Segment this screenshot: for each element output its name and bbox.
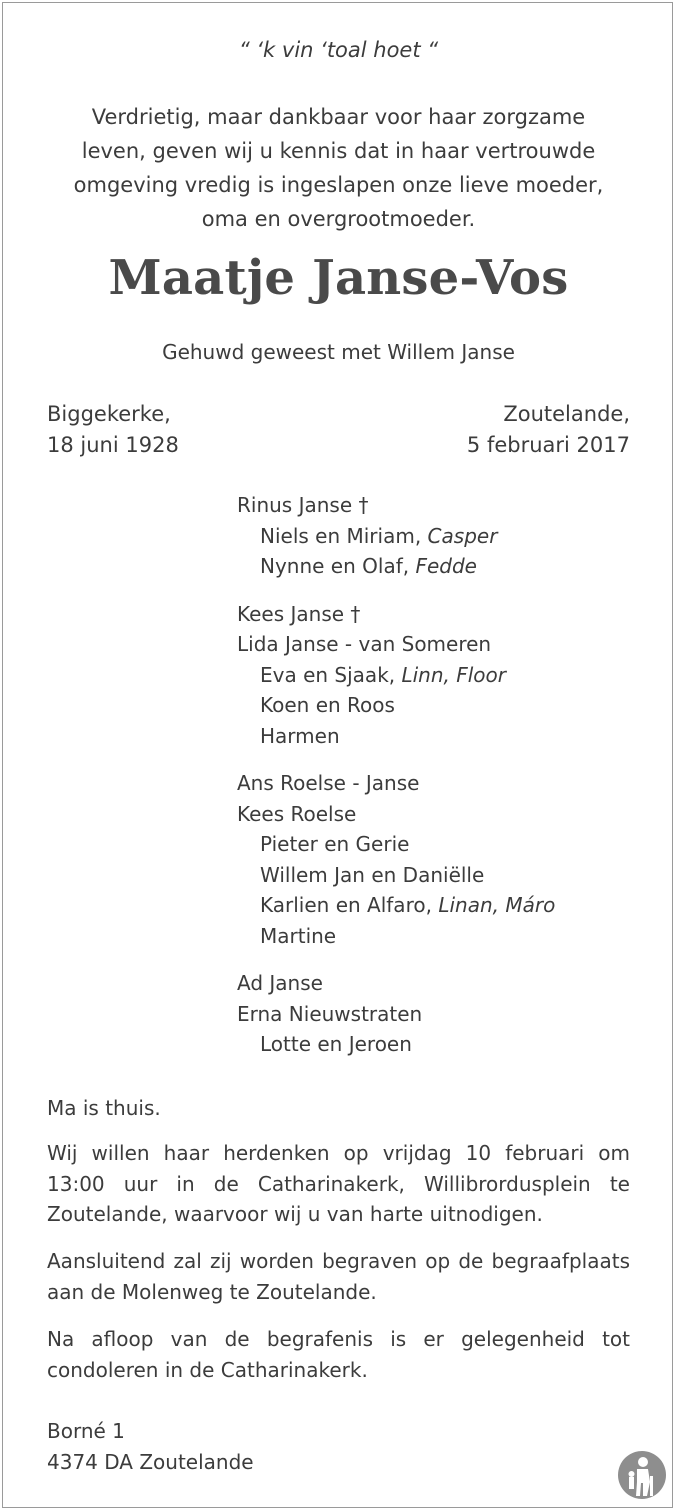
family-member: Lotte en Jeroen: [260, 1032, 412, 1056]
family-group: [237, 768, 555, 951]
family-list: [237, 490, 555, 1077]
family-member: Karlien en Alfaro, Linan, Máro: [260, 893, 556, 917]
mourning-figure-icon: [617, 1450, 667, 1500]
intro-line: oma en overgrootmoeder.: [201, 207, 476, 231]
married-to: Gehuwd geweest met Willem Janse: [162, 340, 515, 364]
intro-line: omgeving vredig is ingeslapen onze lieve moeder,: [73, 173, 604, 197]
family-member: Kees Janse †: [237, 601, 361, 626]
deceased-name: Maatje Janse-Vos: [108, 250, 569, 306]
family-member: Ans Roelse - Janse: [237, 771, 420, 795]
motto-quote: “ ‘k vin ‘toal hoet “: [238, 38, 439, 62]
family-member: Harmen: [260, 723, 340, 748]
birth-date: 18 juni 1928: [47, 433, 179, 457]
family-member: Koen en Roos: [260, 693, 395, 717]
home-notice: Ma is thuis.: [47, 1096, 161, 1120]
intro-line: leven, geven wij u kennis dat in haar vertrouwde: [81, 139, 596, 163]
family-member: Lida Janse - van Someren: [237, 632, 492, 656]
family-member: Kees Roelse: [237, 801, 357, 826]
family-member: Pieter en Gerie: [260, 832, 410, 856]
birth-info: [47, 399, 179, 461]
death-place: Zoutelande,: [503, 402, 630, 426]
address-line: 4374 DA Zoutelande: [47, 1449, 254, 1474]
family-member: Rinus Janse †: [237, 493, 369, 517]
family-member: Willem Jan en Daniëlle: [260, 862, 485, 887]
address-line: Borné 1: [47, 1419, 125, 1443]
correspondence-address: [47, 1416, 254, 1477]
intro-line: Verdrietig, maar dankbaar voor haar zorgzame: [91, 105, 586, 129]
family-member: Niels en Miriam, Casper: [260, 523, 498, 548]
family-member: Eva en Sjaak, Linn, Floor: [260, 662, 507, 687]
birth-place: Biggekerke,: [47, 402, 171, 426]
intro-paragraph: [0, 100, 677, 236]
family-group: [237, 490, 555, 582]
family-member: Erna Nieuwstraten: [237, 1001, 423, 1026]
death-info: [467, 399, 630, 461]
burial-notice: Aansluitend zal zij worden begraven op de begraafplaats aan de Molenweg te Zoutelande.: [47, 1249, 630, 1304]
condolence-notice: Na afloop van de begrafenis is er gelegenheid tot condoleren in de Catharinakerk.: [47, 1327, 630, 1382]
family-member: Nynne en Olaf, Fedde: [260, 554, 477, 578]
family-member: Martine: [260, 923, 337, 948]
family-member: Ad Janse: [237, 971, 323, 995]
death-date: 5 februari 2017: [466, 433, 630, 457]
memorial-notice: Wij willen haar herdenken op vrijdag 10 februari om 13:00 uur in de Catharinakerk, Willibrordusplein te Zoutelande, waarvoor wij u van harte uitnodigen.: [47, 1141, 630, 1226]
family-group: [237, 599, 555, 752]
family-group: [237, 968, 555, 1060]
